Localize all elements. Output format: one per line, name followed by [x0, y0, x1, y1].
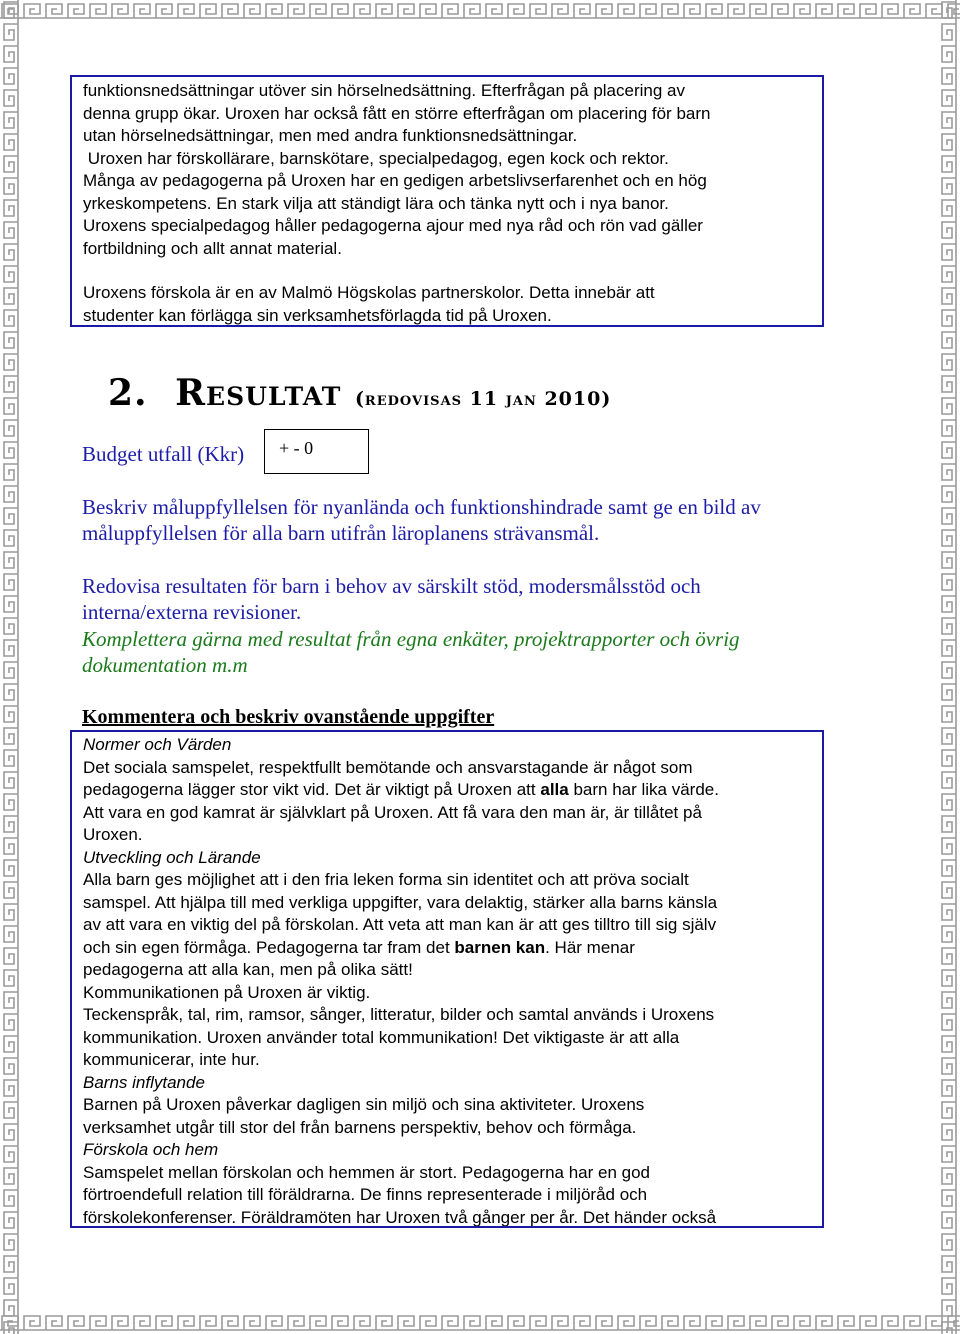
instruction-line: interna/externa revisioner. — [82, 600, 302, 624]
comment-title: Kommentera och beskriv ovanstående uppgifter — [82, 706, 495, 728]
comment-text: barn har lika värde. — [568, 780, 719, 799]
intro-text-box — [70, 75, 824, 327]
budget-value-field: + - 0 — [264, 429, 369, 474]
intro-line: Uroxens förskola är en av Malmö Högskolas partnerskolor. Detta innebär att — [83, 283, 655, 302]
comment-line: Barnen på Uroxen påverkar dagligen sin miljö och sina aktiviteter. Uroxens — [83, 1095, 645, 1114]
comment-text: och sin egen förmåga. Pedagogerna tar fram det — [83, 937, 455, 957]
intro-line: Många av pedagogerna på Uroxen har en gedigen arbetslivserfarenhet och en hög — [83, 171, 707, 190]
decorative-border-left — [0, 0, 22, 1334]
section-number: 2. — [108, 372, 148, 414]
comment-line: Alla barn ges möjlighet att i den fria leken forma sin identitet och att pröva socialt — [83, 870, 689, 889]
intro-line: fortbildning och allt annat material. — [83, 238, 342, 258]
comment-line: kommunikation. Uroxen använder total kommunikation! Det viktigaste är att alla — [83, 1027, 680, 1047]
instruction-paragraph — [82, 573, 701, 625]
subheading: Barns inflytande — [83, 1072, 205, 1092]
comment-line: förtroendefull relation till föräldrarna. De finns representerade i miljöråd och — [83, 1185, 648, 1204]
budget-label: Budget utfall (Kkr) — [82, 442, 245, 466]
comment-line: förskolekonferenser. Föräldramöten har Uroxen två gånger per år. Det händer också — [83, 1207, 717, 1227]
comment-text-bold: barnen kan — [454, 937, 546, 957]
comment-line: kommunicerar, inte hur. — [83, 1050, 260, 1069]
section-subtitle: (redovisas 11 jan 2010) — [354, 388, 612, 410]
intro-line: funktionsnedsättningar utöver sin hörselnedsättning. Efterfrågan på placering av — [83, 81, 685, 100]
comment-text-bold: alla — [540, 780, 569, 799]
comment-line: Samspelet mellan förskolan och hemmen är stort. Pedagogerna har en god — [83, 1162, 650, 1182]
comment-line: av att vara en viktig del på förskolan. Att veta att man kan är att ges tilltro till sig själv — [83, 915, 717, 934]
decorative-border-top — [0, 0, 960, 22]
instruction-paragraph — [82, 494, 761, 546]
intro-line: denna grupp ökar. Uroxen har också fått en större efterfrågan om placering för barn — [83, 103, 711, 123]
decorative-border-bottom — [0, 1312, 960, 1334]
comment-line — [83, 779, 822, 802]
section-title: Resultat — [175, 372, 342, 414]
intro-line: Uroxen har förskollärare, barnskötare, specialpedagog, egen kock och rektor. — [83, 148, 669, 168]
comment-line: Det sociala samspelet, respektfullt bemötande och ansvarstagande är något som — [83, 757, 693, 777]
instruction-line: Beskriv måluppfyllelsen för nyanlända och funktionshindrade samt ge en bild av — [82, 495, 761, 519]
subheading: Normer och Värden — [83, 735, 232, 754]
intro-line: utan hörselnedsättningar, men med andra funktionsnedsättningar. — [83, 126, 578, 145]
intro-line: yrkeskompetens. En stark vilja att ständigt lära och tänka nytt och i nya banor. — [83, 193, 669, 213]
comment-text-box — [70, 730, 824, 1228]
instruction-paragraph-italic — [82, 626, 740, 678]
comment-text: . Här menar — [545, 937, 635, 957]
instruction-line: Komplettera gärna med resultat från egna enkäter, projektrapporter och övrig — [82, 627, 740, 651]
section-heading — [108, 372, 611, 414]
comment-line — [83, 937, 822, 960]
intro-line: Uroxens specialpedagog håller pedagogerna ajour med nya råd och rön vad gäller — [83, 216, 703, 235]
comment-text: pedagogerna lägger stor vikt vid. Det är viktigt på Uroxen att — [83, 780, 541, 799]
comment-line: verksamhet utgår till stor del från barnens perspektiv, behov och förmåga. — [83, 1117, 637, 1137]
comment-line: Uroxen. — [83, 825, 143, 844]
decorative-border-right — [938, 0, 960, 1334]
comment-line: pedagogerna att alla kan, men på olika sätt! — [83, 960, 413, 979]
subheading: Utveckling och Lärande — [83, 847, 261, 867]
intro-line: studenter kan förlägga sin verksamhetsförlagda tid på Uroxen. — [83, 305, 552, 325]
comment-line: samspel. Att hjälpa till med verkliga uppgifter, vara delaktig, stärker alla barns känsla — [83, 892, 718, 912]
comment-line: Teckenspråk, tal, rim, ramsor, sånger, litteratur, bilder och samtal används i Uroxens — [83, 1005, 715, 1024]
instruction-line: Redovisa resultaten för barn i behov av särskilt stöd, modersmålsstöd och — [82, 574, 701, 598]
instruction-line: dokumentation m.m — [82, 653, 248, 677]
instruction-line: måluppfyllelsen för alla barn utifrån läroplanens strävansmål. — [82, 521, 600, 545]
comment-line: Kommunikationen på Uroxen är viktig. — [83, 982, 371, 1002]
subheading: Förskola och hem — [83, 1140, 219, 1159]
comment-line: Att vara en god kamrat är självklart på Uroxen. Att få vara den man är, är tillåtet på — [83, 802, 702, 822]
